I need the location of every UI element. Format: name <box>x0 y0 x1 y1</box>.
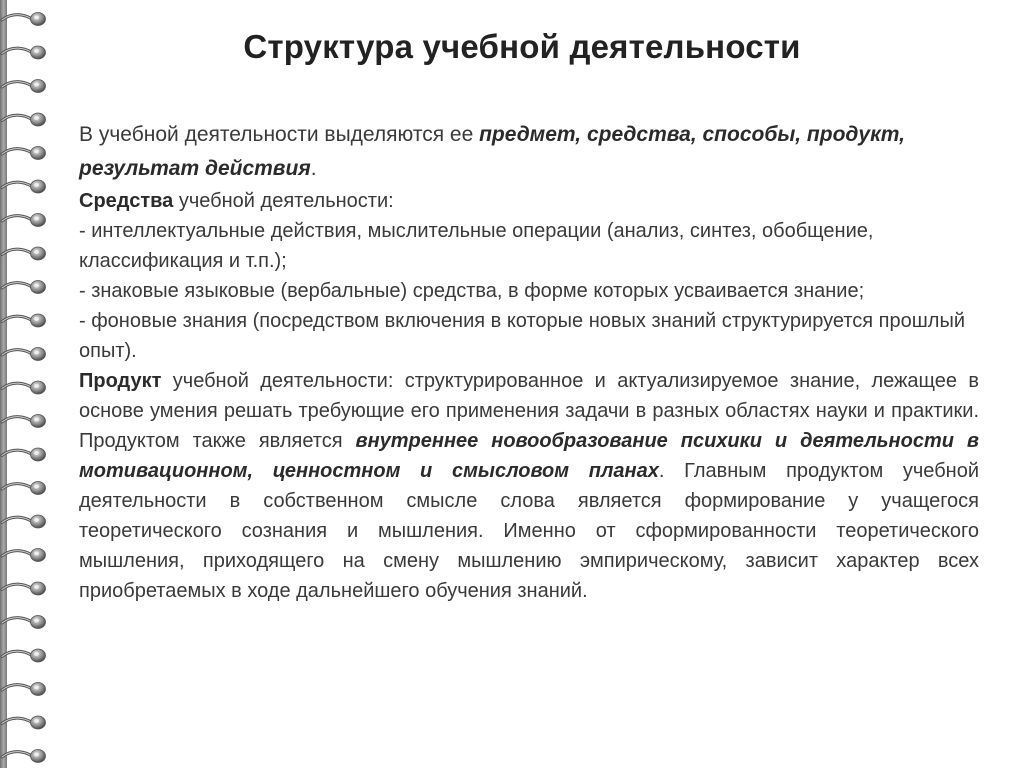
intro-paragraph <box>79 118 979 186</box>
binding-ring <box>2 582 46 595</box>
binding-ring <box>2 13 46 26</box>
product-paragraph <box>79 366 979 606</box>
product-text-end: . Главным продуктом учебной деятельности в собственном смысле слова является формирование у учащегося теоретического сознания и мышления. Именно от сформированности теоретического мышления, приходящего на смену мышлению эмпирическому, зависит характер всех приобретаемых в ходе дальнейшего обучения знаний. <box>79 460 979 602</box>
means-item-3: - фоновые знания (посредством включения в которые новых знаний структурируется прошлый опыт). <box>79 310 966 362</box>
binding-ring <box>2 180 46 193</box>
binding-ring <box>2 381 46 394</box>
binding-ring <box>2 113 46 126</box>
product-text-start: учебной деятельности: структурированное и актуализируемое знание, лежащее в основе умения решать требующие его применения задачи в разных областях науки и практики. Продуктом также является <box>79 370 979 452</box>
binding-ring <box>2 448 46 461</box>
slide-content <box>79 118 979 606</box>
slide-title: Структура учебной деятельности <box>243 28 801 65</box>
binding-ring <box>2 515 46 528</box>
binding-ring <box>2 616 46 629</box>
means-heading <box>79 186 979 216</box>
binding-ring <box>2 649 46 662</box>
means-heading-bold: Средства <box>79 190 174 212</box>
binding-ring <box>2 46 46 59</box>
means-item-2: - знаковые языковые (вербальные) средства, в форме которых усваивается знание; <box>79 280 865 302</box>
binding-ring <box>2 415 46 428</box>
binding-ring <box>2 549 46 562</box>
means-heading-rest: учебной деятельности: <box>173 190 394 212</box>
binding-ring <box>2 314 46 327</box>
product-emphasis: внутреннее новообразование психики и деятельности в мотивационном, ценностном и смысловом планах <box>79 430 979 482</box>
intro-text-start: В учебной деятельности выделяются ее <box>79 123 480 146</box>
binding-ring <box>2 716 46 729</box>
binding-ring <box>2 750 46 763</box>
binding-ring <box>2 147 46 160</box>
means-item-1: - интеллектуальные действия, мыслительные операции (анализ, синтез, обобщение, классификация и т.п.); <box>79 220 874 272</box>
intro-emphasis: предмет, средства, способы, продукт, результат действия <box>79 123 905 180</box>
binding-ring <box>2 348 46 361</box>
binding-ring <box>2 247 46 260</box>
spiral-binding <box>0 0 52 768</box>
binding-ring <box>2 482 46 495</box>
intro-text-end: . <box>310 157 317 180</box>
binding-ring <box>2 80 46 93</box>
product-heading-bold: Продукт <box>79 370 162 392</box>
binding-ring <box>2 214 46 227</box>
binding-ring <box>2 281 46 294</box>
binding-ring <box>2 683 46 696</box>
